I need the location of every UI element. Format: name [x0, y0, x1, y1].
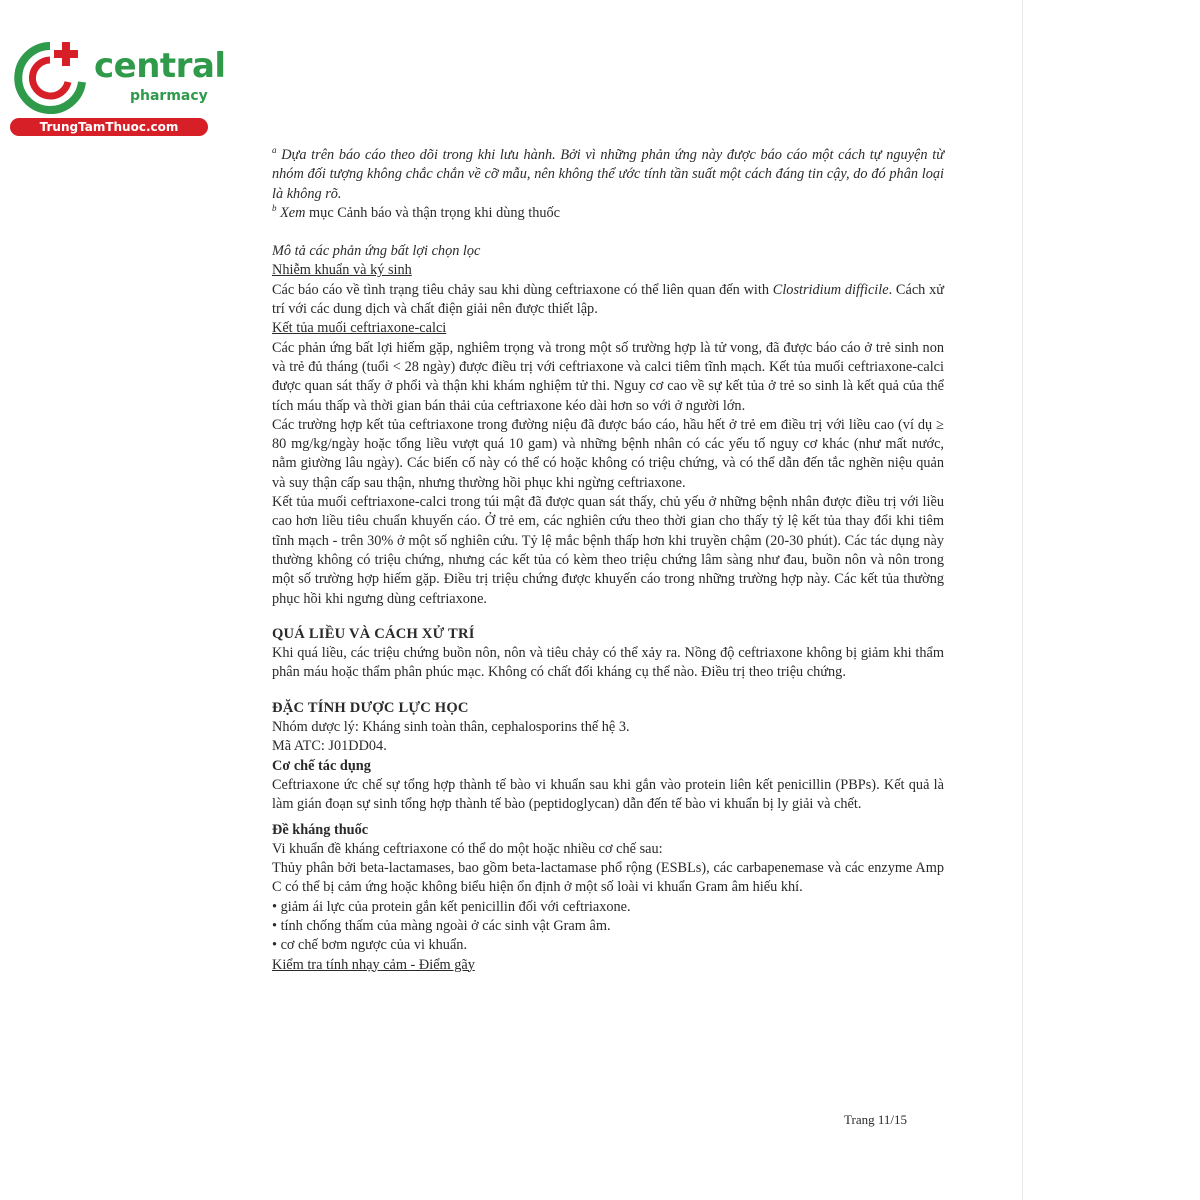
- pharmacological-group: Nhóm dược lý: Kháng sinh toàn thân, cephalosporins thế hệ 3.: [272, 719, 630, 736]
- logo-sub-text: pharmacy: [130, 88, 208, 104]
- footnote-b-see: Xem: [280, 204, 306, 221]
- precipitation-paragraph-2: Các trường hợp kết tủa ceftriaxone trong đường niệu đã được báo cáo, hầu hết ở trẻ em điều trị với liều cao (ví dụ ≥ 80 mg/kg/ngày hoặc tổng liều vượt quá 10 gam) và những bệnh nhân có các yếu tố nguy cơ khác (như mất nước, nằm giường lâu ngày). Các biến cố này có thể có hoặc không có triệu chứng, và có thể dẫn đến tắc nghẽn niệu quản và suy thận cấp sau thận, nhưng thường hồi phục khi ngừng ceftriaxone.: [272, 416, 944, 491]
- brand-logo: [10, 38, 226, 138]
- precipitation-heading: Kết tủa muối ceftriaxone-calci: [272, 320, 447, 337]
- resistance-bullet: • tính chống thấm của màng ngoài ở các sinh vật Gram âm.: [272, 917, 611, 934]
- infection-text-1: Các báo cáo về tình trạng tiêu chảy sau khi dùng ceftriaxone có thể liên quan đến with: [272, 281, 773, 298]
- footnote-b-text: mục Cảnh báo và thận trọng khi dùng thuốc: [305, 204, 561, 221]
- logo-brand-text: central: [94, 46, 226, 86]
- mechanism-paragraph: Ceftriaxone ức chế sự tổng hợp thành tế bào vi khuẩn sau khi gắn vào protein liên kết penicillin (PBPs). Kết quả là làm gián đoạn sự sinh tổng hợp thành tế bào (peptidoglycan) dẫn đến tế bào vi khuẩn bị ly giải và chết.: [272, 776, 944, 813]
- overdose-paragraph: Khi quá liều, các triệu chứng buồn nôn, nôn và tiêu chảy có thể xảy ra. Nồng độ ceftriaxone không bị giảm khi thẩm phân máu hoặc thẩm phân phúc mạc. Không có chất đối kháng cụ thể nào. Điều trị theo triệu chứng.: [272, 645, 944, 681]
- footnote-a-mark: a: [272, 145, 277, 156]
- infection-heading: Nhiễm khuẩn và ký sinh: [272, 262, 412, 279]
- resistance-bullet: • cơ chế bơm ngược của vi khuẩn.: [272, 937, 468, 954]
- infection-text-2: . Cách xử trí với các dung dịch và chất điện giải nên được thiết lập.: [272, 281, 944, 318]
- resistance-heading: Đề kháng thuốc: [272, 821, 369, 838]
- precipitation-paragraph-3: Kết tủa muối ceftriaxone-calci trong túi mật đã được quan sát thấy, chủ yếu ở những bệnh nhân được điều trị với liều cao hơn liều tiêu chuẩn khuyến cáo. Ở trẻ em, các nghiên cứu theo thời gian cho thấy tỷ lệ kết tủa thay đổi khi tiêm tĩnh mạch - trên 30% ở một số nghiên cứu. Tỷ lệ mắc bệnh thấp hơn khi truyền chậm (20-30 phút). Các tác dụng này thường không có triệu chứng, nhưng các kết tủa có kèm theo triệu chứng lâm sàng như đau, buồn nôn và nôn trong một số trường hợp hiếm gặp. Điều trị triệu chứng được khuyến cáo trong những trường hợp này. Các kết tủa thường phục hồi khi ngưng dùng ceftriaxone.: [272, 494, 944, 607]
- susceptibility-heading: Kiểm tra tính nhạy cảm - Điểm gãy: [272, 956, 475, 973]
- selected-reactions-title: Mô tả các phản ứng bất lợi chọn lọc: [272, 243, 481, 260]
- scan-edge-line: [1022, 0, 1023, 1200]
- document-page: [272, 146, 944, 975]
- footnote-b: [272, 204, 944, 223]
- infection-paragraph: [272, 281, 944, 320]
- overdose-heading: QUÁ LIỀU VÀ CÁCH XỬ TRÍ: [272, 625, 475, 642]
- atc-code: Mã ATC: J01DD04.: [272, 738, 387, 755]
- infection-organism: Clostridium difficile: [772, 281, 889, 298]
- resistance-intro: Vi khuẩn đề kháng ceftriaxone có thể do một hoặc nhiều cơ chế sau:: [272, 840, 663, 857]
- footnote-a-text: Dựa trên báo cáo theo dõi trong khi lưu hành. Bởi vì những phản ứng này được báo cáo một cách tự nguyện từ nhóm đối tượng không chắc chắn về cỡ mẫu, nên không thể ước tính tần suất một cách đáng tin cậy, do đó phân loại là không rõ.: [272, 147, 944, 202]
- resistance-bullet: • giảm ái lực của protein gắn kết penicillin đối với ceftriaxone.: [272, 898, 631, 915]
- resistance-paragraph: Thủy phân bởi beta-lactamases, bao gồm beta-lactamase phổ rộng (ESBLs), các carbapenemase và các enzyme Amp C có thể bị cảm ứng hoặc không biểu hiện ổn định ở một số loài vi khuẩn Gram âm hiếu khí.: [272, 860, 944, 896]
- central-pharmacy-logo-icon: [10, 38, 90, 118]
- precipitation-paragraph-1: Các phản ứng bất lợi hiếm gặp, nghiêm trọng và trong một số trường hợp là tử vong, đã được báo cáo ở trẻ sinh non và trẻ đủ tháng (tuổi < 28 ngày) được điều trị với ceftriaxone và calci tiêm tĩnh mạch. Kết tủa muối ceftriaxone-calci được quan sát thấy ở phổi và thận khi khám nghiệm tử thi. Nguy cơ cao về sự kết tủa ở trẻ so sinh là kết quả của thể tích máu thấp và thời gian bán thải của ceftriaxone kéo dài hơn so với ở người lớn.: [272, 339, 944, 414]
- mechanism-heading: Cơ chế tác dụng: [272, 757, 371, 774]
- footnote-b-mark: b: [272, 203, 277, 214]
- pharmacodynamics-heading: ĐẶC TÍNH DƯỢC LỰC HỌC: [272, 699, 469, 716]
- footnote-a: [272, 146, 944, 204]
- logo-site-badge: TrungTamThuoc.com: [10, 118, 208, 136]
- page-number: Trang 11/15: [844, 1112, 907, 1127]
